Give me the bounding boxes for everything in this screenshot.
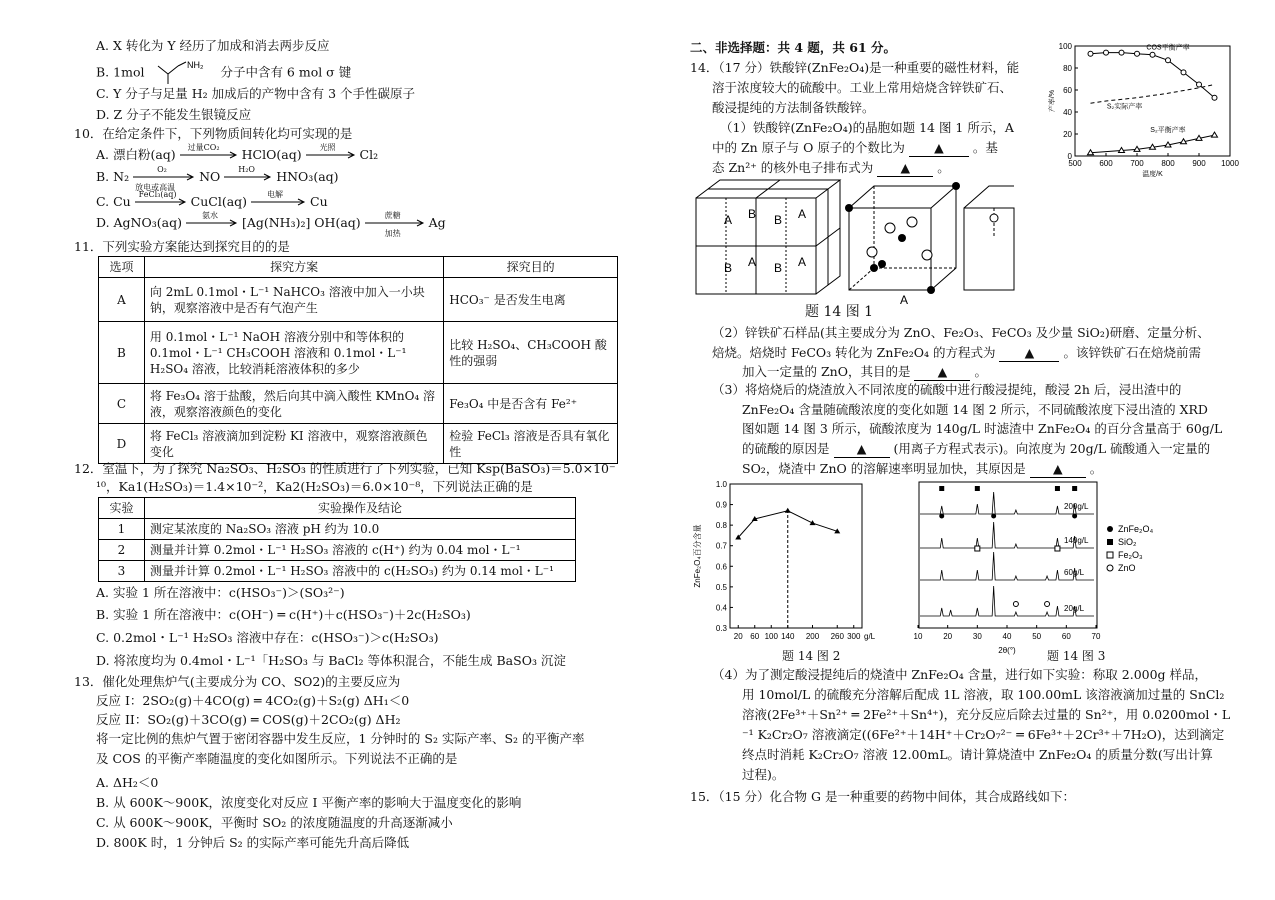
znfe2o4-marker	[939, 514, 944, 519]
q14-intro-2: 溶于浓度较大的硫酸中。工业上常用焙烧含锌铁矿石、	[712, 80, 1013, 95]
q14-4-line2: 用 10mol/L 的硫酸充分溶解后配成 1L 溶液，取 100.00mL 该溶液滴加过量的 SnCl₂	[742, 687, 1225, 702]
blank-mark: ▲	[856, 441, 867, 456]
x-tick-label: 500	[1068, 159, 1082, 168]
q14-2-text: 焙烧。焙烧时 FeCO₃ 转化为 ZnFe₂O₄ 的方程式为	[712, 345, 996, 360]
q12-stem-line1: 12．室温下，为了探究 Na₂SO₃、H₂SO₃ 的性质进行了下列实验，已知 Ksp(BaSO₃)＝5.0×10⁻	[74, 461, 616, 476]
cube-label: B	[774, 213, 783, 227]
x-axis-label: 2θ(°)	[998, 646, 1016, 655]
data-point	[1212, 95, 1217, 100]
table-row	[99, 322, 618, 384]
q13-option-b: B. 从 600K～900K，浓度变化对反应 I 平衡产率的影响大于温度变化的影响	[96, 795, 522, 810]
x-tick-label: 140	[781, 632, 795, 641]
q14-intro-1: 14．（17 分）铁酸锌(ZnFe₂O₄)是一种重要的磁性材料，能	[690, 60, 1020, 75]
q13-text1: 将一定比例的焦炉气置于密闭容器中发生反应，1 分钟时的 S₂ 实际产率、S₂ 的平衡产率	[96, 731, 585, 746]
y-tick-label: 20	[1063, 130, 1072, 139]
legend-marker	[1107, 526, 1113, 532]
q12-header-op: 实验操作及结论	[144, 498, 575, 519]
q11-header-plan: 探究方案	[144, 257, 443, 278]
q14-3-line5	[742, 460, 1102, 478]
q14-2-line1: （2）锌铁矿石样品(其主要成分为 ZnO、Fe₂O₃、FeCO₃ 及少量 SiO₂)研磨、定量分析、	[712, 325, 1210, 340]
table-row	[99, 278, 618, 322]
answer-blank[interactable]	[1030, 460, 1086, 478]
blank-mark: ▲	[1024, 345, 1035, 360]
y-tick-label: 0.5	[715, 582, 727, 592]
cube-labels	[724, 207, 806, 275]
q11-cell: 检验 FeCl₃ 溶液是否具有氧化性	[444, 424, 618, 464]
q10-c-product: Cu	[310, 194, 328, 209]
series-label: 140g/L	[1064, 536, 1089, 545]
y-tick-label: 0.4	[715, 603, 727, 613]
q10-option-b	[96, 165, 339, 192]
x-tick-label: 900	[1192, 159, 1206, 168]
q14-intro-3: 酸浸提纯的方法制备铁酸锌。	[712, 100, 875, 115]
sio2-marker	[1055, 486, 1060, 491]
q14-3-line4	[742, 440, 1210, 458]
x-tick-label: 100	[764, 632, 778, 641]
section-title: 二、非选择题：共 4 题，共 61 分。	[690, 40, 897, 55]
y-tick-label: 0	[1067, 152, 1072, 161]
q14-3-text: 。	[1089, 461, 1103, 476]
q10-a-mid: HClO(aq)	[241, 147, 302, 162]
x-axis-label: g/L	[864, 632, 876, 641]
answer-blank[interactable]	[834, 440, 890, 458]
q10-c-cond1: FeCl₃(aq)	[138, 190, 177, 199]
chart-yield-vs-temperature	[1045, 38, 1239, 178]
q14-4-line1: （4）为了测定酸浸提纯后的烧渣中 ZnFe₂O₄ 含量，进行如下实验：称取 2.000g 样品，	[712, 667, 1208, 682]
q10-b-arrow2	[224, 165, 272, 185]
q10-b-product: HNO₃(aq)	[276, 169, 339, 184]
q9-option-b-suffix: 分子中含有 6 mol σ 键	[220, 64, 352, 80]
data-point	[1088, 51, 1093, 56]
y-tick-label: 1.0	[715, 480, 727, 489]
x-tick-label: 10	[913, 632, 923, 641]
legend-label: ZnO	[1118, 563, 1136, 573]
data-point	[1150, 52, 1155, 57]
q12-cell: 测量并计算 0.2mol・L⁻¹ H₂SO₃ 溶液的 c(H⁺) 约为 0.04 mol・L⁻¹	[144, 540, 575, 561]
cube-label: A	[798, 255, 807, 269]
q11-cell: C	[99, 384, 145, 424]
answer-blank[interactable]	[877, 159, 933, 177]
q10-a-product: Cl₂	[359, 147, 379, 162]
q12-cell: 3	[99, 561, 145, 582]
data-point	[1212, 132, 1218, 137]
series-label: S₂实际产率	[1106, 103, 1143, 111]
q10-b-arrow1	[133, 165, 195, 192]
table-row	[99, 519, 576, 540]
q13-reaction1: 反应 I：2SO₂(g)＋4CO(g) ═ 4CO₂(g)＋S₂(g) ΔH₁＜0	[96, 693, 410, 708]
grid-cube	[696, 180, 840, 294]
blank-mark: ▲	[937, 364, 948, 379]
q10-c-arrow1	[135, 190, 187, 210]
blank-mark: ▲	[934, 140, 944, 155]
q10-a-arrow1	[180, 143, 238, 163]
q11-cell: 将 FeCl₃ 溶液滴加到淀粉 KI 溶液中，观察溶液颜色变化	[144, 424, 443, 464]
q11-stem: 11．下列实验方案能达到探究目的的是	[74, 239, 290, 254]
data-point	[1166, 58, 1171, 63]
data-point	[1104, 50, 1109, 55]
q14-1-text: 中的 Zn 原子与 O 原子的个数比为	[712, 140, 905, 155]
q10-d-product: Ag	[428, 215, 446, 230]
x-tick-label: 60	[1061, 632, 1071, 641]
plot-frame	[1075, 46, 1230, 156]
y-tick-label: 0.7	[715, 541, 727, 551]
q12-option-a: A. 实验 1 所在溶液中：c(HSO₃⁻)＞(SO₃²⁻)	[96, 585, 345, 600]
q10-c-mid: CuCl(aq)	[190, 194, 248, 209]
x-tick-label: 40	[1002, 632, 1012, 641]
series-line	[738, 511, 837, 538]
q14-4-line4: ⁻¹ K₂Cr₂O₇ 溶液滴定((6Fe²⁺＋14H⁺＋Cr₂O₇²⁻ ═ 6Fe³⁺＋2Cr³⁺＋7H₂O)，达到滴定	[742, 727, 1225, 742]
q12-header-row	[99, 498, 576, 519]
chart-xrd	[913, 478, 1218, 668]
legend-label: Fe₂O₃	[1118, 550, 1143, 560]
q10-c-arrow2	[251, 190, 306, 210]
q14-2-text: 。	[974, 364, 987, 379]
q10-b-mid: NO	[199, 169, 221, 184]
legend-label: ZnFe₂O₄	[1118, 524, 1154, 534]
x-tick-label: 800	[1161, 159, 1175, 168]
q12-option-b: B. 实验 1 所在溶液中：c(OH⁻) ═ c(H⁺)＋c(HSO₃⁻)＋2c(H₂SO₃)	[96, 607, 471, 622]
data-point	[1119, 50, 1124, 55]
q13-option-d: D. 800K 时，1 分钟后 S₂ 的实际产率可能先升高后降低	[96, 835, 410, 850]
q10-d-cond1: 氨水	[201, 211, 218, 220]
q14-3-text: (用离子方程式表示)。向浓度为 20g/L 硫酸通入一定量的	[893, 441, 1211, 456]
data-point	[1181, 70, 1186, 75]
q10-option-a	[96, 143, 379, 163]
legend-marker	[1107, 552, 1113, 558]
q14-3-line3: 图如题 14 图 3 所示，硫酸浓度为 140g/L 时滤渣中 ZnFe₂O₄ 的百分含量高于 60g/L	[742, 421, 1223, 436]
q10-a-arrow2	[306, 143, 356, 163]
cube-label: B	[724, 261, 733, 275]
cube-label: B	[774, 261, 783, 275]
q11-cell: HCO₃⁻ 是否发生电离	[444, 278, 618, 322]
q10-option-d	[96, 211, 446, 238]
q13-option-a: A. ΔH₂＜0	[96, 775, 159, 790]
x-tick-label: 200	[805, 632, 820, 641]
q10-d-arrow2	[365, 211, 425, 238]
q14-3-text: 的硫酸的原因是	[742, 441, 830, 456]
x-tick-label: 300	[847, 632, 861, 641]
q11-cell: B	[99, 322, 145, 384]
q9-option-a: A. X 转化为 Y 经历了加成和消去两步反应	[96, 38, 330, 53]
series-line	[1091, 53, 1215, 98]
q10-stem: 10．在给定条件下，下列物质间转化均可实现的是	[74, 126, 353, 141]
znfe2o4-marker	[991, 514, 996, 519]
q12-cell: 测量并计算 0.2mol・L⁻¹ H₂SO₃ 溶液中的 c(H₂SO₃) 约为 0.14 mol・L⁻¹	[144, 561, 575, 582]
q11-cell: A	[99, 278, 145, 322]
fe2o3-marker	[1055, 546, 1060, 551]
y-tick-label: 0.9	[715, 500, 727, 510]
q14-4-line5: 终点时消耗 K₂Cr₂O₇ 溶液 12.00mL。请计算烧渣中 ZnFe₂O₄ 的质量分数(写出计算	[742, 747, 1213, 762]
q12-cell: 测定某浓度的 Na₂SO₃ 溶液 pH 约为 10.0	[144, 519, 575, 540]
blank-mark: ▲	[1052, 461, 1063, 476]
legend-label: SiO₂	[1118, 537, 1137, 547]
q14-1-line2	[712, 139, 998, 157]
nh2-label: NH₂	[187, 60, 204, 70]
table-row	[99, 540, 576, 561]
y-tick-label: 100	[1058, 42, 1072, 51]
q10-a-cond1: 过量CO₂	[187, 143, 220, 152]
x-tick-label: 30	[972, 632, 982, 641]
q10-d-reactant: D. AgNO₃(aq)	[96, 215, 182, 230]
series-label: 200g/L	[1064, 502, 1089, 511]
figure-3-caption: 题 14 图 3	[1047, 649, 1106, 663]
y-axis-label: ZnFe₂O₄百分含量	[693, 524, 702, 588]
zno-marker	[1013, 602, 1018, 607]
series-label: 60g/L	[1064, 568, 1085, 577]
x-axis-label: 温度/K	[1142, 171, 1163, 178]
answer-blank[interactable]	[909, 139, 969, 157]
data-point	[785, 508, 791, 513]
series-label: S₂平衡产率	[1150, 126, 1186, 134]
q12-option-c: C. 0.2mol・L⁻¹ H₂SO₃ 溶液中存在：c(HSO₃⁻)＞c(H₂SO₃)	[96, 630, 439, 645]
q10-d-arrow1	[186, 211, 238, 231]
answer-blank[interactable]	[914, 363, 970, 381]
sio2-marker	[939, 486, 944, 491]
q14-3-line2: ZnFe₂O₄ 含量随硫酸浓度的变化如题 14 图 2 所示，不同硫酸浓度下浸出渣的 XRD	[742, 402, 1208, 417]
q13-stem: 13．催化处理焦炉气(主要成分为 CO、SO2)的主要反应为	[74, 674, 401, 689]
q10-a-reactant: A. 漂白粉(aq)	[96, 147, 176, 162]
data-point	[1135, 51, 1140, 56]
q14-1-text: 。基	[972, 140, 998, 155]
q14-1-text: 态 Zn²⁺ 的核外电子排布式为	[712, 160, 874, 175]
q9-option-c: C. Y 分子与足量 H₂ 加成后的产物中含有 3 个手性碳原子	[96, 86, 416, 101]
q12-option-d: D. 将浓度均为 0.4mol・L⁻¹「H₂SO₃ 与 BaCl₂ 等体积混合，不能生成 BaSO₃ 沉淀	[96, 653, 566, 668]
q10-c-reactant: C. Cu	[96, 194, 131, 209]
y-tick-label: 60	[1063, 86, 1072, 95]
q10-d-cond2: 蔗糖	[384, 211, 401, 220]
figure-1-label-A: A	[900, 293, 909, 307]
q10-d-cond2b: 加热	[384, 229, 401, 238]
x-tick-label: 50	[1032, 632, 1042, 641]
q11-cell: D	[99, 424, 145, 464]
q10-d-mid: [Ag(NH₃)₂] OH(aq)	[241, 215, 361, 230]
figure-1-caption: 题 14 图 1	[805, 304, 874, 320]
q12-table	[98, 497, 576, 582]
q10-b-cond1b: 放电或高温	[135, 183, 176, 192]
q14-2-text: 加入一定量的 ZnO，其目的是	[742, 364, 911, 379]
y-tick-label: 40	[1063, 108, 1072, 117]
q11-cell: 比较 H₂SO₄、CH₃COOH 酸性的强弱	[444, 322, 618, 384]
q12-stem-line2: ¹⁰，Ka1(H₂SO₃)＝1.4×10⁻²，Ka2(H₂SO₃)＝6.0×10⁻⁸，下列说法正确的是	[96, 479, 533, 494]
answer-blank[interactable]	[999, 344, 1059, 362]
q10-b-reactant: B. N₂	[96, 169, 130, 184]
blank-mark: ▲	[900, 160, 911, 175]
q14-1-line3	[712, 159, 950, 177]
q14-2-line3	[742, 363, 987, 381]
table-row	[99, 384, 618, 424]
zno-marker	[1045, 602, 1050, 607]
sio2-marker	[1072, 486, 1077, 491]
x-tick-label: 20	[943, 632, 953, 641]
cube-label: B	[748, 207, 757, 221]
x-tick-label: 260	[830, 632, 844, 641]
znfe2o4-marker	[1072, 514, 1077, 519]
q14-3-line1: （3）将焙烧后的烧渣放入不同浓度的硫酸中进行酸浸提纯，酸浸 2h 后，浸出渣中的	[712, 382, 1182, 397]
q13-text2: 及 COS 的平衡产率随温度的变化如图所示。下列说法不正确的是	[96, 751, 458, 766]
q11-table	[98, 256, 618, 464]
q12-cell: 2	[99, 540, 145, 561]
y-tick-label: 0.6	[715, 562, 727, 572]
series-line	[1091, 85, 1215, 104]
q14-4-line3: 溶液(2Fe³⁺＋Sn²⁺ ═ 2Fe²⁺＋Sn⁴⁺)，充分反应后除去过量的 Sn²⁺，用 0.0200mol・L	[742, 707, 1231, 722]
q14-4-line6: 过程)。	[742, 767, 785, 782]
q11-header-option: 选项	[99, 257, 145, 278]
q11-cell: 将 Fe₃O₄ 溶于盐酸，然后向其中滴入酸性 KMnO₄ 溶液，观察溶液颜色的变化	[144, 384, 443, 424]
q10-a-cond2: 光照	[319, 143, 336, 152]
q13-reaction2: 反应 II：SO₂(g)＋3CO(g) ═ COS(g)＋2CO₂(g) ΔH₂	[96, 712, 401, 727]
q15-stem: 15．（15 分）化合物 G 是一种重要的药物中间体，其合成路线如下：	[690, 789, 1075, 804]
x-tick-label: 60	[750, 632, 760, 641]
q12-cell: 1	[99, 519, 145, 540]
series-label: COS平衡产率	[1146, 44, 1190, 52]
q11-cell: Fe₃O₄ 中是否含有 Fe²⁺	[444, 384, 618, 424]
q11-cell: 向 2mL 0.1mol・L⁻¹ NaHCO₃ 溶液中加入一小块钠，观察溶液中是否有气泡产生	[144, 278, 443, 322]
cube-label: A	[798, 207, 807, 221]
sio2-marker	[975, 486, 980, 491]
x-tick-label: 20	[733, 632, 743, 641]
q11-header-purpose: 探究目的	[444, 257, 618, 278]
q11-cell: 用 0.1mol・L⁻¹ NaOH 溶液分别中和等体积的 0.1mol・L⁻¹ CH₃COOH 溶液和 0.1mol・L⁻¹ H₂SO₄ 溶液，比较消耗溶液体积的多少	[144, 322, 443, 384]
x-tick-label: 600	[1099, 159, 1113, 168]
table-row	[99, 561, 576, 582]
q12-header-exp: 实验	[99, 498, 145, 519]
y-tick-label: 0.8	[715, 521, 727, 531]
fe2o3-marker	[975, 546, 980, 551]
q14-2-line2	[712, 344, 1201, 362]
q9-option-b	[96, 60, 351, 86]
cube-label: A	[748, 255, 757, 269]
x-tick-label: 1000	[1221, 159, 1239, 168]
series-label: 20g/L	[1064, 604, 1085, 613]
q9-option-b-prefix: B. 1mol	[96, 64, 145, 80]
table-row	[99, 424, 618, 464]
legend-marker	[1107, 539, 1113, 545]
q14-1-line1: （1）铁酸锌(ZnFe₂O₄)的晶胞如题 14 图 1 所示，A	[720, 120, 1014, 135]
unit-cell-B	[964, 186, 1014, 290]
q10-b-cond1: O₂	[157, 165, 167, 174]
q13-option-c: C. 从 600K～900K，平衡时 SO₂ 的浓度随温度的升高逐渐减小	[96, 815, 453, 830]
y-tick-label: 80	[1063, 64, 1072, 73]
x-tick-label: 70	[1091, 632, 1101, 641]
chart-znfe2o4-content	[690, 478, 890, 668]
q14-1-text: 。	[937, 160, 950, 175]
atoms	[845, 182, 960, 294]
x-tick-label: 700	[1130, 159, 1144, 168]
q10-b-cond2: H₂O	[238, 165, 255, 174]
legend-marker	[1107, 565, 1113, 571]
q14-2-text: 。该锌铁矿石在焙烧前需	[1063, 345, 1201, 360]
amine-structure-icon	[152, 60, 212, 86]
q11-header-row	[99, 257, 618, 278]
figure-14-1	[694, 178, 1014, 318]
figure-2-caption: 题 14 图 2	[782, 649, 841, 663]
data-point	[1197, 82, 1202, 87]
plot-frame	[730, 484, 862, 628]
y-axis-label: 产率/%	[1049, 89, 1056, 113]
q14-3-text: SO₂，烧渣中 ZnO 的溶解速率明显加快，其原因是	[742, 461, 1026, 476]
q9-option-d: D. Z 分子不能发生银镜反应	[96, 107, 252, 122]
y-tick-label: 0.3	[715, 624, 727, 633]
q10-c-cond2: 电解	[267, 190, 284, 199]
cube-label: A	[724, 213, 733, 227]
